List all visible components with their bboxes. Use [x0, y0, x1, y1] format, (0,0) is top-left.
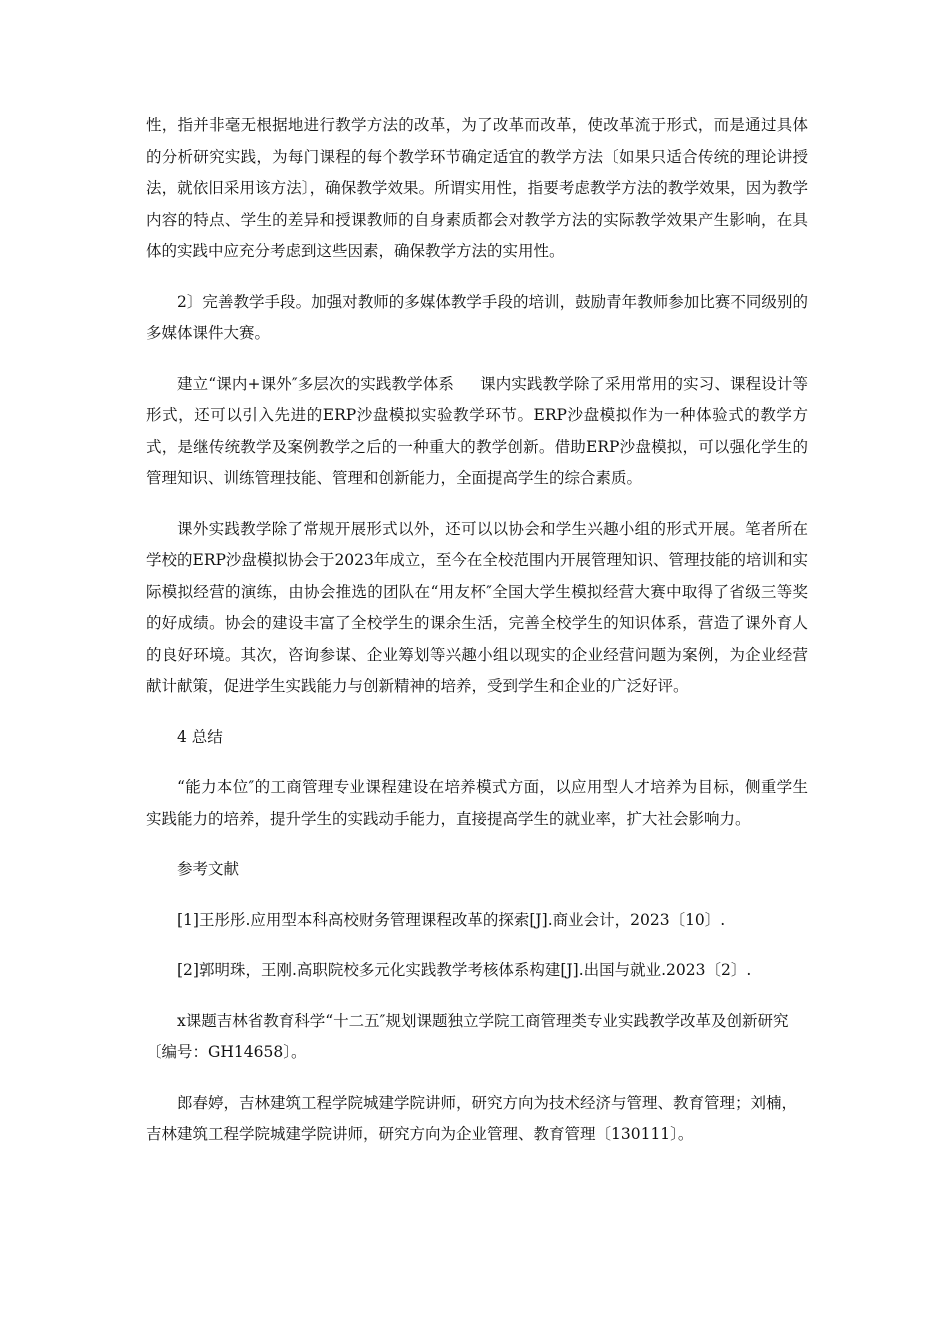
document-body	[146, 110, 808, 1170]
practice-system-body: 课内实践教学除了采用常用的实习、课程设计等形式，还可以引入先进的ERP沙盘模拟实验教学环节。ERP沙盘模拟作为一种体验式的教学方式，是继传统教学及案例教学之后的一种重大的教学创新。借助ERP沙盘模拟，可以强化学生的管理知识、训练管理技能、管理和创新能力，全面提高学生的综合素质。	[146, 374, 808, 487]
references-title: 参考文献	[177, 860, 240, 878]
section-title-summary: 4 总结	[177, 727, 223, 746]
paragraph-teaching-method: 性，指并非毫无根据地进行教学方法的改革，为了改革而改革，使改革流于形式，而是通过具体的分析研究实践，为每门课程的每个教学环节确定适宜的教学方法〔如果只适合传统的理论讲授法，就依旧采用该方法〕，确保教学效果。所谓实用性，指要考虑教学方法的教学效果，因为教学内容的特点、学生的差异和授课教师的自身素质都会对教学方法的实际教学效果产生影响，在具体的实践中应充分考虑到这些因素，确保教学方法的实用性。	[146, 116, 808, 260]
author-info: 郎春婷，吉林建筑工程学院城建学院讲师，研究方向为技术经济与管理、教育管理；刘楠，吉林建筑工程学院城建学院讲师，研究方向为企业管理、教育管理〔130111〕。	[146, 1093, 798, 1143]
practice-system-heading: 建立“课内+课外″多层次的实践教学体系	[177, 374, 454, 393]
paragraph-practice-system	[146, 369, 808, 495]
paragraph-teaching-means: 2〕完善教学手段。加强对教师的多媒体教学手段的培训，鼓励青年教师参加比赛不同级别的多媒体课件大赛。	[146, 292, 808, 342]
paragraph-extracurricular: 课外实践教学除了常规开展形式以外，还可以以协会和学生兴趣小组的形式开展。笔者所在学校的ERP沙盘模拟协会于2023年成立，至今在全校范围内开展管理知识、管理技能的培训和实际模拟经营的演练，由协会推选的团队在“用友杯″全国大学生模拟经营大赛中取得了省级三等奖的好成绩。协会的建设丰富了全校学生的课余生活，完善全校学生的知识体系，营造了课外育人的良好环境。其次，咨询参谋、企业筹划等兴趣小组以现实的企业经营问题为案例，为企业经营献计献策，促进学生实践能力与创新精神的培养，受到学生和企业的广泛好评。	[146, 519, 808, 695]
paragraph-summary: “能力本位″的工商管理专业课程建设在培养模式方面，以应用型人才培养为目标，侧重学生实践能力的培养，提升学生的实践动手能力，直接提高学生的就业率，扩大社会影响力。	[146, 778, 808, 828]
reference-item-2: [2]郭明珠，王刚.高职院校多元化实践教学考核体系构建[J].出国与就业.2023〔2〕.	[177, 961, 752, 979]
reference-item-1: [1]王彤彤.应用型本科高校财务管理课程改革的探索[J].商业会计，2023〔10〕.	[177, 910, 726, 929]
funding-note: x课题吉林省教育科学“十二五″规划课题独立学院工商管理类专业实践教学改革及创新研究〔编号：GH14658〕。	[146, 1011, 789, 1061]
